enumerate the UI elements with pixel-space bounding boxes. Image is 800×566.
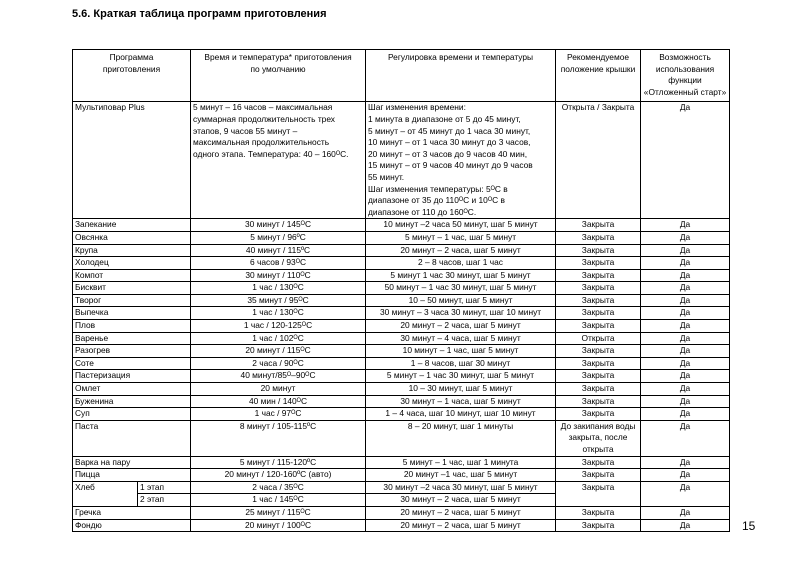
table-row [73, 357, 730, 370]
time-temp-cell: 20 минут / 120-160ºС (авто) [191, 469, 366, 482]
lid-cell: Закрыта [556, 383, 641, 396]
program-name: Разогрев [73, 345, 191, 358]
program-name: Мультиповар Plus [73, 102, 191, 219]
time-temp-cell: 25 минут / 115ᴼС [191, 506, 366, 519]
column-header-delay: Возможность использования функции «Отложенный старт» [641, 50, 730, 102]
table-row [73, 506, 730, 519]
delay-cell: Да [641, 294, 730, 307]
table-row [73, 244, 730, 257]
time-temp-cell: 40 минут/85ᴼ–90ᴼС [191, 370, 366, 383]
adjust-cell: 20 минут – 2 часа, шаг 5 минут [366, 244, 556, 257]
delay-cell: Да [641, 481, 730, 506]
time-temp-cell: 8 минут / 105-115ºС [191, 420, 366, 456]
time-temp-cell: 6 часов / 93ᴼС [191, 257, 366, 270]
lid-cell: Закрыта [556, 294, 641, 307]
delay-cell: Да [641, 370, 730, 383]
lid-cell: Закрыта [556, 370, 641, 383]
program-name: Паста [73, 420, 191, 456]
delay-cell: Да [641, 102, 730, 219]
delay-cell: Да [641, 456, 730, 469]
adjust-cell: 10 – 50 минут, шаг 5 минут [366, 294, 556, 307]
time-temp-cell: 2 часа / 35ᴼС [191, 481, 366, 494]
adjust-cell: 30 минут –2 часа 30 минут, шаг 5 минут [366, 481, 556, 494]
adjust-cell: 30 минут – 4 часа, шаг 5 минут [366, 332, 556, 345]
table-row [73, 370, 730, 383]
time-temp-cell: 1 час / 130ᴼС [191, 307, 366, 320]
delay-cell: Да [641, 469, 730, 482]
lid-cell: Закрыта [556, 219, 641, 232]
time-temp-cell: 1 час / 145ᴼС [191, 494, 366, 507]
program-name: Бисквит [73, 282, 191, 295]
lid-cell: Закрыта [556, 506, 641, 519]
lid-cell: Закрыта [556, 357, 641, 370]
adjust-cell: 2 – 8 часов, шаг 1 час [366, 257, 556, 270]
table-row [73, 395, 730, 408]
adjust-cell: 1 – 4 часа, шаг 10 минут, шаг 10 минут [366, 408, 556, 421]
lid-cell: Открыта [556, 332, 641, 345]
table-row [73, 231, 730, 244]
adjust-cell: 10 минут – 1 час, шаг 5 минут [366, 345, 556, 358]
time-temp-cell: 1 час / 120-125ᴼС [191, 320, 366, 333]
lid-cell: Закрыта [556, 481, 641, 506]
program-name: Плов [73, 320, 191, 333]
time-temp-cell: 5 минут – 16 часов – максимальная суммарная продолжительность трех этапов, 9 часов 55 минут – максимальная продолжительность одного этапа. Температура: 40 – 160ᴼС. [191, 102, 366, 219]
lid-cell: Открыта / Закрыта [556, 102, 641, 219]
program-name: Фондю [73, 519, 191, 532]
program-name: Компот [73, 269, 191, 282]
column-header-lid: Рекомендуемое положение крышки [556, 50, 641, 102]
program-name: Крупа [73, 244, 191, 257]
lid-cell: Закрыта [556, 345, 641, 358]
lid-cell: Закрыта [556, 469, 641, 482]
lid-cell: Закрыта [556, 519, 641, 532]
table-row-bread-stage-1 [73, 481, 730, 494]
column-header-adjust: Регулировка времени и температуры [366, 50, 556, 102]
time-temp-cell: 30 минут / 110ᴼС [191, 269, 366, 282]
programs-table [72, 49, 730, 532]
adjust-cell: 20 минут –1 час, шаг 5 минут [366, 469, 556, 482]
program-name: Соте [73, 357, 191, 370]
program-name: Пастеризация [73, 370, 191, 383]
lid-cell: Закрыта [556, 269, 641, 282]
adjust-cell: 30 минут – 3 часа 30 минут, шаг 10 минут [366, 307, 556, 320]
delay-cell: Да [641, 231, 730, 244]
table-row [73, 456, 730, 469]
table-row-pasta [73, 420, 730, 456]
lid-cell: Закрыта [556, 257, 641, 270]
adjust-cell: 5 минут – 1 час 30 минут, шаг 5 минут [366, 370, 556, 383]
table-row [73, 257, 730, 270]
adjust-cell: Шаг изменения времени: 1 минута в диапазоне от 5 до 45 минут, 5 минут – от 45 минут до 1 часа 30 минут, 10 минут – от 1 часа 30 минут до 3 часов, 20 минут – от 3 часов до 9 часов 40 мин, 15 минут – от 9 часов 40 минут до 9 часов 55 минут. Шаг изменения температуры: 5ᴼС в диапазоне от 35 до 110ᴼС и 10ᴼС в диапазоне от 110 до 160ᴼС. [366, 102, 556, 219]
lid-cell: Закрыта [556, 307, 641, 320]
delay-cell: Да [641, 244, 730, 257]
adjust-cell: 30 минут – 2 часа, шаг 5 минут [366, 494, 556, 507]
time-temp-cell: 5 минут / 96ºС [191, 231, 366, 244]
delay-cell: Да [641, 506, 730, 519]
page-number: 15 [742, 519, 756, 533]
program-name: Варенье [73, 332, 191, 345]
table-row [73, 219, 730, 232]
table-row-multicook [73, 102, 730, 219]
time-temp-cell: 1 час / 102ᴼС [191, 332, 366, 345]
adjust-cell: 20 минут – 2 часа, шаг 5 минут [366, 519, 556, 532]
program-name: Варка на пару [73, 456, 191, 469]
program-name: Пицца [73, 469, 191, 482]
delay-cell: Да [641, 420, 730, 456]
table-row [73, 469, 730, 482]
stage-label: 2 этап [138, 494, 191, 507]
program-name: Хлеб [73, 481, 138, 506]
adjust-cell: 10 – 30 минут, шаг 5 минут [366, 383, 556, 396]
time-temp-cell: 20 минут / 100ᴼС [191, 519, 366, 532]
lid-cell: Закрыта [556, 456, 641, 469]
delay-cell: Да [641, 219, 730, 232]
adjust-cell: 10 минут –2 часа 50 минут, шаг 5 минут [366, 219, 556, 232]
delay-cell: Да [641, 282, 730, 295]
time-temp-cell: 1 час / 97ᴼС [191, 408, 366, 421]
delay-cell: Да [641, 307, 730, 320]
lid-cell: Закрыта [556, 395, 641, 408]
adjust-cell: 20 минут – 2 часа, шаг 5 минут [366, 320, 556, 333]
table-header-row [73, 50, 730, 102]
delay-cell: Да [641, 519, 730, 532]
program-name: Холодец [73, 257, 191, 270]
program-name: Запекание [73, 219, 191, 232]
adjust-cell: 20 минут – 2 часа, шаг 5 минут [366, 506, 556, 519]
delay-cell: Да [641, 257, 730, 270]
adjust-cell: 1 – 8 часов, шаг 30 минут [366, 357, 556, 370]
delay-cell: Да [641, 332, 730, 345]
delay-cell: Да [641, 345, 730, 358]
delay-cell: Да [641, 408, 730, 421]
column-header-time-temp: Время и температура* приготовления по умолчанию [191, 50, 366, 102]
program-name: Буженина [73, 395, 191, 408]
time-temp-cell: 40 мин / 140ᴼС [191, 395, 366, 408]
adjust-cell: 5 минут 1 час 30 минут, шаг 5 минут [366, 269, 556, 282]
column-header-program: Программа приготовления [73, 50, 191, 102]
table-row [73, 332, 730, 345]
time-temp-cell: 30 минут / 145ᴼС [191, 219, 366, 232]
table-row [73, 519, 730, 532]
stage-label: 1 этап [138, 481, 191, 494]
table-row [73, 307, 730, 320]
program-name: Выпечка [73, 307, 191, 320]
table-row [73, 269, 730, 282]
delay-cell: Да [641, 269, 730, 282]
program-name: Гречка [73, 506, 191, 519]
section-heading: 5.6. Краткая таблица программ приготовления [72, 8, 327, 20]
time-temp-cell: 2 часа / 90ᴼС [191, 357, 366, 370]
lid-cell: Закрыта [556, 231, 641, 244]
adjust-cell: 30 минут – 1 часа, шаг 5 минут [366, 395, 556, 408]
time-temp-cell: 5 минут / 115-120ºС [191, 456, 366, 469]
table-row [73, 320, 730, 333]
time-temp-cell: 1 час / 130ᴼС [191, 282, 366, 295]
time-temp-cell: 40 минут / 115ºС [191, 244, 366, 257]
time-temp-cell: 35 минут / 95ᴼС [191, 294, 366, 307]
delay-cell: Да [641, 320, 730, 333]
adjust-cell: 50 минут – 1 час 30 минут, шаг 5 минут [366, 282, 556, 295]
delay-cell: Да [641, 395, 730, 408]
delay-cell: Да [641, 357, 730, 370]
time-temp-cell: 20 минут / 115ᴼС [191, 345, 366, 358]
table-row [73, 345, 730, 358]
lid-cell: До закипания воды закрыта, после открыта [556, 420, 641, 456]
table-row [73, 383, 730, 396]
program-name: Овсянка [73, 231, 191, 244]
adjust-cell: 8 – 20 минут, шаг 1 минуты [366, 420, 556, 456]
program-name: Суп [73, 408, 191, 421]
table-row [73, 282, 730, 295]
lid-cell: Закрыта [556, 320, 641, 333]
lid-cell: Закрыта [556, 408, 641, 421]
program-name: Омлет [73, 383, 191, 396]
adjust-cell: 5 минут – 1 час, шаг 5 минут [366, 231, 556, 244]
program-name: Творог [73, 294, 191, 307]
lid-cell: Закрыта [556, 282, 641, 295]
table-row [73, 294, 730, 307]
adjust-cell: 5 минут – 1 час, шаг 1 минута [366, 456, 556, 469]
lid-cell: Закрыта [556, 244, 641, 257]
delay-cell: Да [641, 383, 730, 396]
time-temp-cell: 20 минут [191, 383, 366, 396]
table-row [73, 408, 730, 421]
